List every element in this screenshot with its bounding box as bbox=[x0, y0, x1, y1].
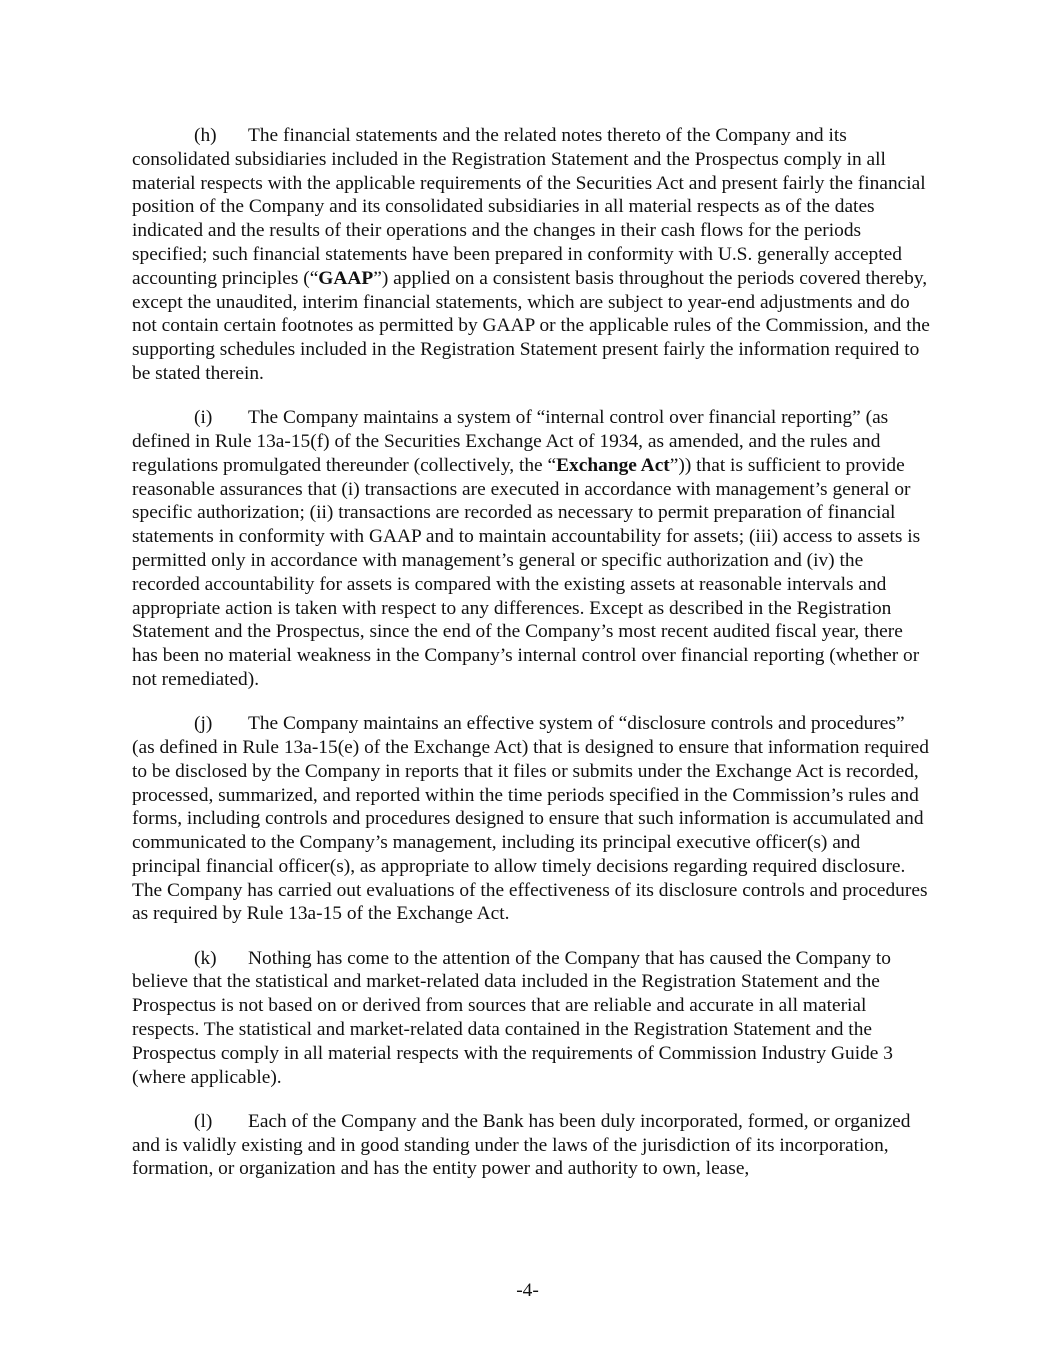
defined-term-exchange-act: Exchange Act bbox=[556, 454, 670, 476]
paragraph-marker: (l) bbox=[194, 1110, 213, 1132]
paragraph-j bbox=[132, 712, 932, 926]
paragraph-text: The financial statements and the related notes thereto of the Company and its consolidated subsidiaries included in the Registration Statement and the Prospectus comply in all material respects with the applicable requirements of the Securities Act and present fairly the financial position of the Company and its consolidated subsidiaries in all material respects as of the dates indicated and the results of their operations and the changes in their cash flows for the periods specified; such financial statements have been prepared in conformity with U.S. generally accepted accounting principles (“ bbox=[132, 125, 926, 289]
paragraph-marker: (k) bbox=[194, 947, 217, 969]
paragraph-text: ”) applied on a consistent basis throughout the periods covered thereby, except the unaudited, interim financial statements, which are subject to year-end adjustments and do not contain certain footnotes as permitted by GAAP or the applicable rules of the Commission, and the supporting schedules included in the Registration Statement present fairly the information required to be stated therein. bbox=[132, 267, 930, 384]
paragraph-k bbox=[132, 947, 932, 1090]
paragraph-marker: (h) bbox=[194, 125, 217, 146]
paragraph-marker: (i) bbox=[194, 407, 213, 429]
paragraph-text: ”)) that is sufficient to provide reasonable assurances that (i) transactions are executed in accordance with management’s general or specific authorization; (ii) transactions are recorded as necessary to permit preparation of financial statements in conformity with GAAP and to maintain accountability for assets; (iii) access to assets is permitted only in accordance with management’s general or specific authorization and (iv) the recorded accountability for assets is compared with the existing assets at reasonable intervals and appropriate action is taken with respect to any differences. Except as described in the Registration Statement and the Prospectus, since the end of the Company’s most recent audited fiscal year, there has been no material weakness in the Company’s internal control over financial reporting (whether or not remediated). bbox=[132, 454, 921, 690]
paragraph-i bbox=[132, 406, 932, 692]
paragraph-text: The Company maintains an effective system of “disclosure controls and procedures” (as defined in Rule 13a-15(e) of the Exchange Act) that is designed to ensure that information required to be disclosed by the Company in reports that it files or submits under the Exchange Act is recorded, processed, summarized, and reported within the time periods specified in the Commission’s rules and forms, including controls and procedures designed to ensure that such information is accumulated and communicated to the Company’s management, including its principal executive officer(s) and principal financial officer(s), as appropriate to allow timely decisions regarding required disclosure. The Company has carried out evaluations of the effectiveness of its disclosure controls and procedures as required by Rule 13a-15 of the Exchange Act. bbox=[132, 713, 929, 925]
paragraph-marker: (j) bbox=[194, 713, 213, 735]
page-number: -4- bbox=[516, 1280, 539, 1301]
paragraph-text: The Company maintains a system of “internal control over financial reporting” (as defined in Rule 13a-15(f) of the Securities Exchange Act of 1934, as amended, and the rules and regulations promulgated thereunder (collectively, the “ bbox=[132, 407, 889, 476]
paragraph-text: Nothing has come to the attention of the Company that has caused the Company to believe that the statistical and market-related data included in the Registration Statement and the Prospectus is not based on or derived from sources that are reliable and accurate in all material respects. The statistical and market-related data contained in the Registration Statement and the Prospectus comply in all material respects with the requirements of Commission Industry Guide 3 (where applicable). bbox=[132, 947, 893, 1088]
defined-term-gaap: GAAP bbox=[318, 267, 374, 289]
paragraph-text: Each of the Company and the Bank has been duly incorporated, formed, or organized and is validly existing and in good standing under the laws of the jurisdiction of its incorporation, formation, or organization and has the entity power and authority to own, lease, bbox=[132, 1110, 911, 1180]
paragraph-h bbox=[132, 124, 932, 386]
document-page bbox=[132, 124, 932, 1202]
paragraph-l bbox=[132, 1110, 932, 1181]
